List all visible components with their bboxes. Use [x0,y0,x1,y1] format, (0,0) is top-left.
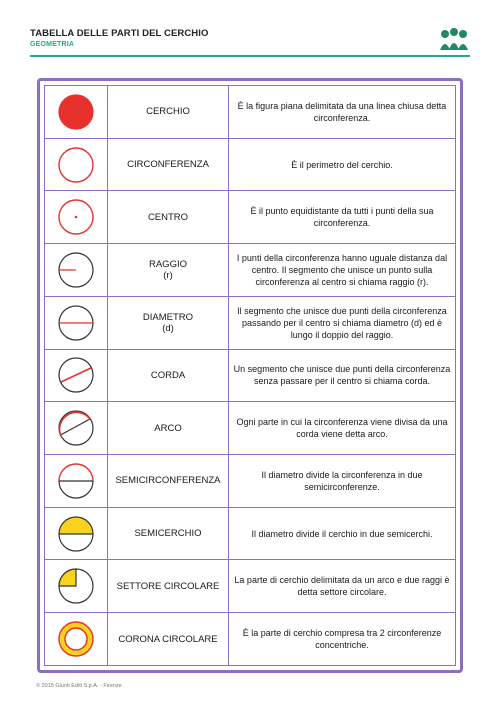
circle-outline-icon [56,145,96,185]
circular-sector-icon [56,566,96,606]
term-cell [108,349,229,402]
table-row [45,244,456,297]
term-name: CORONA CIRCOLARE [118,633,218,645]
table-frame [37,78,463,673]
table-row [45,613,456,666]
term-name: SEMICERCHIO [134,528,202,540]
definition-cell: I punti della circonferenza hanno uguale distanza dal centro. Il segmento che unisce un punto sulla circonferenza al centro si chiama raggio (r). [229,244,456,297]
term-cell [108,296,229,349]
term-cell [108,402,229,455]
term-name: CENTRO [147,211,189,223]
children-logo-icon [438,26,470,52]
definition-cell: È la figura piana delimitata da una linea chiusa detta circonferenza. [229,86,456,139]
icon-cell [45,613,108,666]
term-cell [108,560,229,613]
term-name: CERCHIO [146,106,190,118]
term-cell [108,138,229,191]
icon-cell [45,507,108,560]
term-name: ARCO [154,422,182,434]
term-symbol: (r) [163,270,173,282]
table-row [45,86,456,139]
table-row [45,560,456,613]
icon-cell [45,296,108,349]
definition-cell: Il diametro divide il cerchio in due semicerchi. [229,507,456,560]
icon-cell [45,349,108,402]
page-title: TABELLA DELLE PARTI DEL CERCHIO [30,28,209,39]
table-row [45,296,456,349]
circle-center-icon [56,197,96,237]
page-header [30,28,470,58]
definition-cell: La parte di cerchio delimitata da un arco e due raggi è detta settore circolare. [229,560,456,613]
annulus-icon [56,619,96,659]
term-cell [108,613,229,666]
icon-cell [45,560,108,613]
semicircumference-icon [56,461,96,501]
icon-cell [45,138,108,191]
table-row [45,507,456,560]
definition-cell: Un segmento che unisce due punti della circonferenza senza passare per il centro si chiama corda. [229,349,456,402]
term-cell [108,191,229,244]
definition-cell: Il segmento che unisce due punti della circonferenza passando per il centro si chiama diametro (d) ed è lungo il doppio del raggio. [229,296,456,349]
semicircle-icon [56,514,96,554]
icon-cell [45,191,108,244]
icon-cell [45,86,108,139]
term-name: SEMICIRCONFERENZA [115,475,221,487]
term-cell [108,455,229,508]
icon-cell [45,244,108,297]
icon-cell [45,455,108,508]
term-name: CIRCONFERENZA [127,159,209,171]
term-cell [108,86,229,139]
icon-cell [45,402,108,455]
circle-arc-icon [56,408,96,448]
term-name: SETTORE CIRCOLARE [116,580,220,592]
definition-cell: È la parte di cerchio compresa tra 2 circonferenze concentriche. [229,613,456,666]
definition-cell: È il punto equidistante da tutti i punti della sua circonferenza. [229,191,456,244]
filled-circle-icon [56,92,96,132]
table-row [45,455,456,508]
circle-diameter-icon [56,303,96,343]
definition-cell: È il perimetro del cerchio. [229,138,456,191]
term-name: DIAMETRO [142,311,194,323]
header-divider [30,55,470,57]
copyright-footer: © 2015 Giunti Editi S.p.A. · Firenze [36,683,122,689]
circle-chord-icon [56,355,96,395]
term-name: CORDA [150,369,186,381]
table-row [45,402,456,455]
circle-parts-table [44,85,456,666]
term-symbol: (d) [162,322,174,334]
term-name: RAGGIO [148,259,187,271]
page-subtitle: GEOMETRIA [30,41,75,48]
term-cell [108,507,229,560]
table-row [45,349,456,402]
definition-cell: Ogni parte in cui la circonferenza viene divisa da una corda viene detta arco. [229,402,456,455]
circle-radius-icon [56,250,96,290]
table-row [45,191,456,244]
term-cell [108,244,229,297]
table-row [45,138,456,191]
definition-cell: Il diametro divide la circonferenza in due semicirconferenze. [229,455,456,508]
